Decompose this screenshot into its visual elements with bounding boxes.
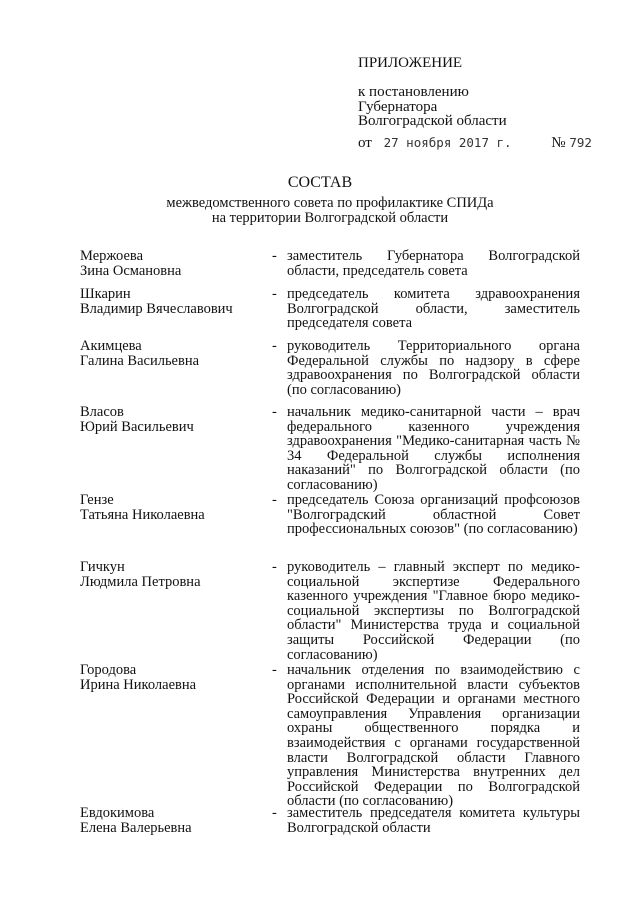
member-role: заместитель председателя комитета культуры Волгоградской области [287, 805, 580, 836]
decree-line [358, 135, 592, 152]
member-dash: - [272, 286, 277, 302]
member-role: начальник отделения по взаимодействию с органами исполнительной власти субъектов Российской Федерации и органами местного самоуправления Управления организации охраны общественного порядка и взаимодействия с органами государственной власти Волгоградской области Главного управления Министерства внутренних дел Российской Федерации по Волгоградской области (по согласованию) [287, 662, 580, 810]
decree-from-label: от [358, 135, 372, 151]
decree-number: 792 [569, 135, 592, 150]
member-given-name: Людмила Петровна [80, 573, 201, 590]
member-name [80, 560, 260, 589]
member-given-name: Татьяна Николаевна [80, 506, 205, 523]
member-name [80, 405, 260, 434]
decree-number-label: № [551, 135, 566, 151]
member-dash: - [272, 805, 277, 821]
member-given-name: Владимир Вячеславович [80, 300, 233, 317]
member-role: председатель Союза организаций профсоюзов "Волгоградский областной Совет профессиональных союзов" (по согласованию) [287, 492, 580, 538]
member-surname: Евдокимова [80, 805, 155, 821]
member-dash: - [272, 404, 277, 420]
member-surname: Шкарин [80, 286, 131, 302]
member-role: начальник медико-санитарной части – врач федерального казенного учреждения здравоохранения "Медико-санитарная часть № 34 Федеральной службы исполнения наказаний" по Волгоградской области (по согласованию) [287, 404, 580, 493]
member-name [80, 339, 260, 368]
member-given-name: Елена Валерьевна [80, 819, 192, 836]
appendix-block [358, 56, 507, 129]
member-dash: - [272, 248, 277, 264]
member-name [80, 287, 260, 316]
member-name [80, 806, 260, 835]
member-given-name: Ирина Николаевна [80, 676, 197, 693]
appendix-line: Волгоградской области [358, 113, 507, 129]
member-dash: - [272, 662, 277, 678]
appendix-line: Губернатора [358, 98, 438, 115]
member-given-name: Юрий Васильевич [80, 418, 194, 435]
member-surname: Мержоева [80, 248, 143, 264]
member-role: заместитель Губернатора Волгоградской области, председатель совета [287, 248, 580, 279]
member-role: руководитель Территориального органа Федеральной службы по надзору в сфере здравоохранения по Волгоградской области (по согласованию) [287, 338, 580, 398]
decree-date: 27 ноября 2017 г. [383, 135, 512, 150]
member-surname: Власов [80, 404, 124, 420]
member-dash: - [272, 559, 277, 575]
member-surname: Гензе [80, 492, 114, 508]
member-role: руководитель – главный эксперт по медико-социальной экспертизе Федерального казенного учреждения "Главное бюро медико-социальной экспертизы по Волгоградской области" Министерства труда и социальной защиты Российской Федерации (по согласованию) [287, 559, 580, 663]
member-given-name: Зина Османовна [80, 262, 182, 279]
member-name [80, 663, 260, 692]
appendix-line: к постановлению [358, 84, 469, 100]
member-surname: Гичкун [80, 559, 125, 575]
document-title: СОСТАВ [287, 174, 353, 191]
appendix-title: ПРИЛОЖЕНИЕ [358, 55, 463, 71]
subtitle-line: на территории Волгоградской области [211, 209, 449, 226]
document-subtitle [100, 196, 560, 225]
member-name [80, 249, 260, 278]
member-dash: - [272, 338, 277, 354]
member-surname: Акимцева [80, 338, 142, 354]
member-surname: Городова [80, 662, 137, 678]
subtitle-line: межведомственного совета по профилактике СПИДа [166, 195, 494, 211]
member-dash: - [272, 492, 277, 508]
member-role: председатель комитета здравоохранения Волгоградской области, заместитель председателя совета [287, 286, 580, 332]
member-name [80, 493, 260, 522]
member-given-name: Галина Васильевна [80, 352, 200, 369]
